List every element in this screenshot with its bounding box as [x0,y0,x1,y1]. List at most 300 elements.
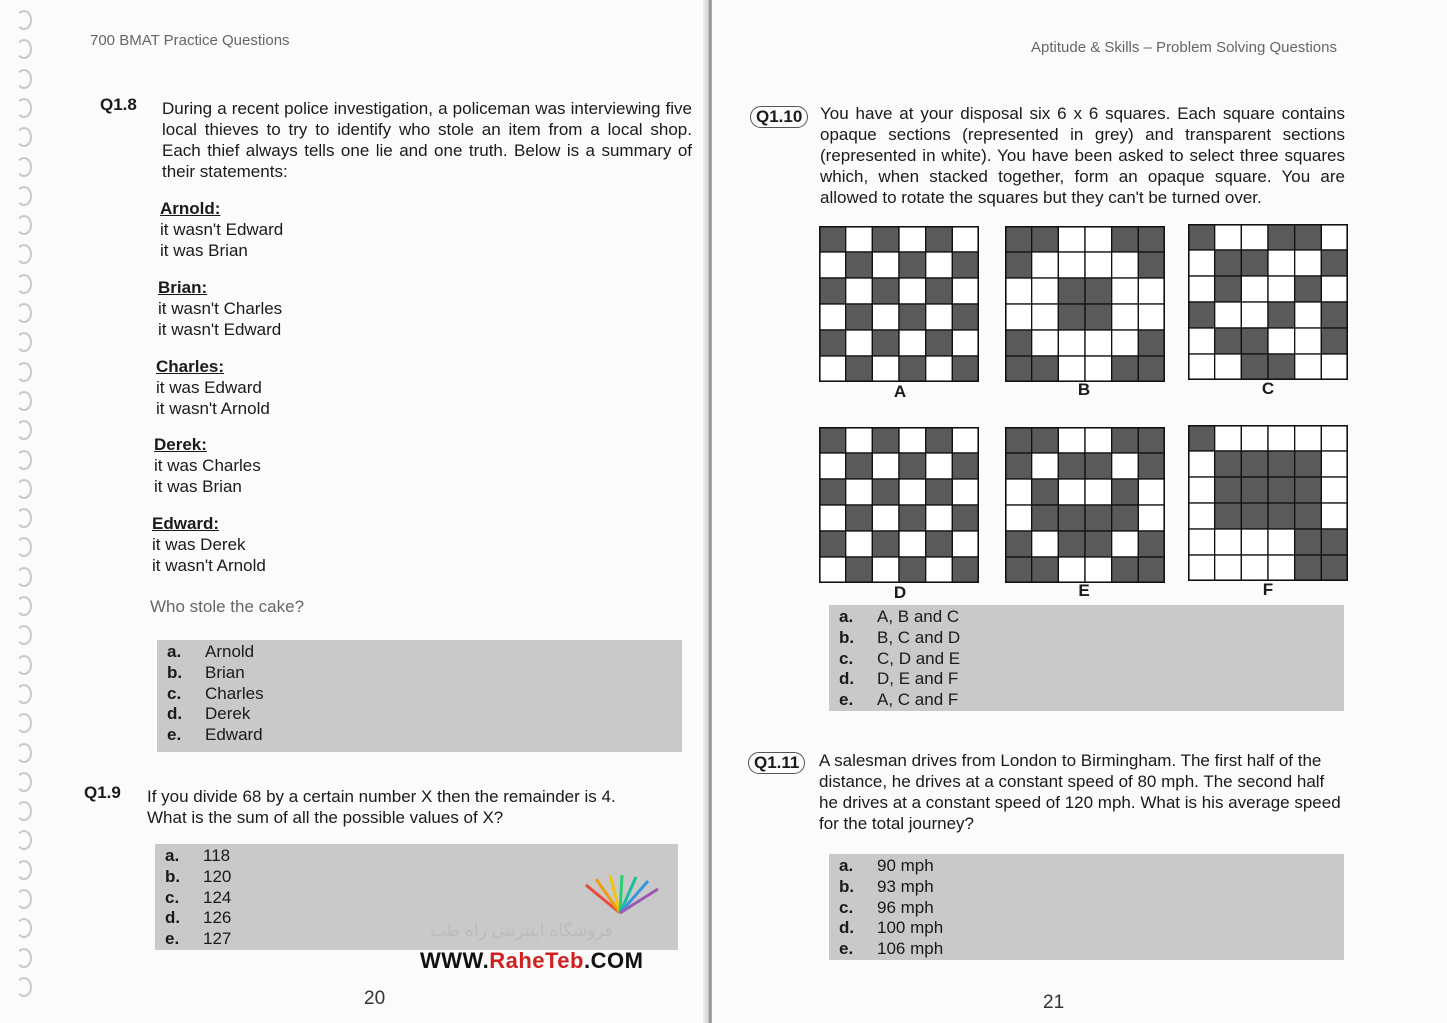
right-running-header: Aptitude & Skills – Problem Solving Questions [1031,39,1337,56]
grid-cell [1112,453,1139,479]
grid-cell [899,330,926,356]
q1-10-options [829,605,1344,711]
option-text: C, D and E [877,648,961,668]
grid-cell [1138,330,1165,356]
grid-cell [819,427,846,453]
q1-11-option-d[interactable] [839,918,1334,939]
grid-cell [1268,451,1295,477]
grid-cell [819,226,846,252]
grid-cell [1085,557,1112,583]
grid-cell [926,252,953,278]
q1-8-option-c[interactable] [167,684,672,705]
grid-cell [1005,330,1032,356]
option-text: 93 mph [877,876,934,896]
spiral-ring [16,127,32,147]
grid-cell [1005,505,1032,531]
thief-statement: it was Edward [156,378,262,397]
grid-cell [1188,477,1215,503]
right-page [712,0,1447,1023]
grid-cell [1295,276,1322,302]
grid-cell [1112,479,1139,505]
grid-cell [926,505,953,531]
option-text: Arnold [205,642,255,661]
grid-cell [1188,555,1215,581]
grid-cell [899,226,926,252]
grid-cell [1188,354,1215,380]
grid-cell [846,479,873,505]
grid-cell [1321,250,1348,276]
grid-cell [872,479,899,505]
spiral-ring [16,537,32,557]
grid-cell [1058,304,1085,330]
grid-cell [846,356,873,382]
grid-cell [1005,427,1032,453]
option-letter: c. [167,683,182,703]
grid-cell [952,479,979,505]
option-letter: e. [167,725,182,745]
grid-cell [846,278,873,304]
spiral-binding [6,10,36,1010]
grid-cell [1241,425,1268,451]
q1-10-option-a[interactable] [839,607,1334,628]
thief-name: Derek: [154,435,207,454]
grid-label-b: B [1077,380,1091,399]
grid-cell [1005,252,1032,278]
thief-statement: it wasn't Arnold [156,399,270,418]
grid-cell [1268,477,1295,503]
q1-8-prompt: Who stole the cake? [150,597,305,616]
grid-cell [1295,224,1322,250]
grid-cell [846,557,873,583]
spiral-ring [16,948,32,968]
grid-cell [1112,427,1139,453]
option-text: A, C and F [877,690,959,710]
grid-cell [1058,531,1085,557]
grid-label-a: A [893,382,907,401]
option-letter: c. [165,887,180,907]
grid-cell [952,304,979,330]
grid-cell [952,505,979,531]
grid-cell [899,557,926,583]
grid-d [819,427,979,583]
spiral-ring [16,215,32,235]
grid-cell [1112,505,1139,531]
grid-cell [846,226,873,252]
grid-cell [1085,330,1112,356]
left-page-number: 20 [364,988,386,1009]
grid-cell [1085,531,1112,557]
option-letter: d. [839,918,855,938]
grid-cell [1058,557,1085,583]
grid-cell [1215,503,1242,529]
grid-cell [819,505,846,531]
option-letter: b. [167,662,183,682]
grid-cell [1058,226,1085,252]
thief-statement: it wasn't Arnold [152,556,266,575]
option-letter: c. [839,897,854,917]
grid-cell [1321,425,1348,451]
thief-statement: it wasn't Edward [158,320,282,339]
q1-10-option-b[interactable] [839,628,1334,649]
grid-cell [1268,555,1295,581]
grid-cell [1241,555,1268,581]
grid-cell [1215,276,1242,302]
option-letter: b. [165,866,181,886]
grid-cell [952,278,979,304]
left-running-header: 700 BMAT Practice Questions [90,32,290,49]
grid-label-c: C [1261,379,1275,398]
option-letter: e. [165,929,180,949]
grid-cell [899,479,926,505]
thief-name: Arnold: [160,199,221,218]
grid-label-e: E [1078,581,1090,600]
grid-cell [1321,555,1348,581]
spiral-ring [16,889,32,909]
grid-cell [1005,356,1032,382]
grid-cell [1112,557,1139,583]
grid-cell [952,453,979,479]
grid-cell [1321,302,1348,328]
grid-cell [846,304,873,330]
grid-cell [1085,252,1112,278]
grid-cell [1138,531,1165,557]
grid-cell [1058,479,1085,505]
grid-cell [1188,328,1215,354]
spiral-ring [16,860,32,880]
grid-cell [1295,503,1322,529]
grid-cell [1241,328,1268,354]
option-text: 124 [203,887,232,907]
grid-cell [1032,330,1059,356]
grid-cell [1032,278,1059,304]
q1-11-option-c[interactable] [839,898,1334,919]
grid-cell [1321,224,1348,250]
spiral-ring [16,332,32,352]
grid-cell [1005,226,1032,252]
grid-cell [1321,451,1348,477]
grid-cell [1112,304,1139,330]
q1-10-option-c[interactable] [839,649,1334,670]
spiral-ring [16,801,32,821]
grid-cell [1032,453,1059,479]
grid-cell [872,252,899,278]
grid-cell [952,330,979,356]
grid-cell [846,330,873,356]
spiral-ring [16,918,32,938]
grid-cell [1215,477,1242,503]
grid-cell [1188,276,1215,302]
grid-cell [899,531,926,557]
grid-cell [1268,224,1295,250]
grid-cell [926,304,953,330]
grid-cell [1138,427,1165,453]
grid-cell [1321,276,1348,302]
thief-statement: it was Derek [152,535,246,554]
grid-cell [1138,557,1165,583]
grid-cell [899,278,926,304]
q1-11-number: Q1.11 [748,752,805,774]
grid-cell [1241,529,1268,555]
option-text: A, B and C [877,607,960,626]
grid-cell [1321,503,1348,529]
grid-cell [926,330,953,356]
grid-cell [1112,531,1139,557]
grid-cell [846,453,873,479]
grid-cell [1005,304,1032,330]
spiral-ring [16,830,32,850]
q1-8-option-d[interactable] [167,704,672,725]
grid-cell [926,278,953,304]
q1-8-option-e[interactable] [167,725,672,746]
grid-cell [926,479,953,505]
grid-cell [1295,451,1322,477]
grid-cell [1215,250,1242,276]
grid-cell [1241,224,1268,250]
grid-cell [872,453,899,479]
spiral-ring [16,479,32,499]
spiral-ring [16,772,32,792]
option-letter: e. [839,939,854,959]
option-letter: a. [839,856,854,875]
grid-cell [1295,302,1322,328]
option-letter: d. [165,908,181,928]
grid-cell [1032,304,1059,330]
watermark-url[interactable] [420,948,643,974]
grid-cell [1268,354,1295,380]
spiral-ring [16,713,32,733]
grid-cell [1085,226,1112,252]
option-letter: b. [839,876,855,896]
q1-9-number: Q1.9 [84,783,121,802]
thief-name: Brian: [158,278,208,297]
thief-charles [156,356,270,419]
q1-8-options [157,640,682,752]
grid-cell [899,304,926,330]
spiral-ring [16,450,32,470]
grid-cell [872,557,899,583]
grid-cell [926,226,953,252]
grid-cell [926,453,953,479]
grid-cell [1112,226,1139,252]
grid-cell [952,356,979,382]
grid-cell [1241,354,1268,380]
url-suffix: .COM [583,948,644,973]
grid-cell [872,505,899,531]
option-text: D, E and F [877,669,959,689]
grid-cell [1058,252,1085,278]
q1-8-option-a[interactable] [167,642,672,663]
grid-cell [1268,328,1295,354]
grid-cell [1085,356,1112,382]
url-brand: RaheTeb [489,948,584,973]
q1-8-text: During a recent police investigation, a policeman was interviewing five local thieves to try to identify who stole an item from a local shop. Each thief always tells one lie and one truth. Below is a summary of their statements: [162,99,692,181]
option-text: 118 [203,846,231,865]
grid-cell [1138,356,1165,382]
option-letter: a. [165,846,180,865]
spiral-ring [16,655,32,675]
grid-cell [1321,354,1348,380]
grid-c [1188,224,1348,380]
q1-10-option-e[interactable] [839,690,1334,711]
grid-cell [819,479,846,505]
grid-cell [899,252,926,278]
grid-cell [1058,427,1085,453]
grid-cell [1058,356,1085,382]
option-letter: e. [839,690,854,710]
grid-cell [899,427,926,453]
q1-9-option-a[interactable] [165,846,668,867]
grid-cell [1138,479,1165,505]
grid-cell [1112,330,1139,356]
grid-cell [952,531,979,557]
grid-cell [872,304,899,330]
option-text: Derek [205,704,251,724]
option-text: Charles [205,683,264,703]
q1-10-text: You have at your disposal six 6 x 6 squares. Each square contains opaque sections (represented in grey) and transparent sections (represented in white). You have been asked to select three squares which, when stacked together, form an opaque square. You are allowed to rotate the squares but they can't be turned over. [820,104,1345,207]
q1-9-text: If you divide 68 by a certain number X then the remainder is 4. What is the sum of all the possible values of X? [147,787,616,827]
thief-statement: it was Brian [154,477,242,496]
option-text: 90 mph [877,856,934,875]
grid-cell [1085,278,1112,304]
grid-cell [1241,477,1268,503]
grid-cell [1241,250,1268,276]
spiral-ring [16,508,32,528]
spiral-ring [16,567,32,587]
grid-cell [1295,529,1322,555]
thief-statement: it was Brian [160,241,248,260]
grid-cell [846,427,873,453]
spiral-ring [16,98,32,118]
grid-cell [952,427,979,453]
spiral-ring [16,69,32,89]
grid-cell [1005,479,1032,505]
grid-cell [1138,252,1165,278]
spiral-ring [16,596,32,616]
thief-name: Charles: [156,357,225,376]
grid-cell [819,330,846,356]
grid-cell [1268,250,1295,276]
grid-cell [1215,224,1242,250]
thief-name: Edward: [152,514,220,533]
option-letter: a. [839,607,854,626]
grid-cell [1058,278,1085,304]
grid-cell [1295,425,1322,451]
option-text: 96 mph [877,897,934,917]
thief-edward [152,513,266,576]
grid-cell [1295,250,1322,276]
option-letter: a. [167,642,182,661]
grid-cell [846,531,873,557]
grid-cell [1268,276,1295,302]
grid-cell [1138,453,1165,479]
grid-cell [1188,425,1215,451]
q1-11-text: A salesman drives from London to Birmingham. The first half of the distance, he drives at a constant speed of 80 mph. The second half he drives at a constant speed of 120 mph. What is his average speed for the total journey? [819,751,1341,833]
option-text: Edward [205,725,263,745]
grid-cell [1085,479,1112,505]
grid-cell [1215,425,1242,451]
grid-cell [872,330,899,356]
spiral-ring [16,157,32,177]
option-text: 126 [203,908,232,928]
q1-10-option-d[interactable] [839,669,1334,690]
grid-cell [1085,505,1112,531]
spiral-ring [16,362,32,382]
grid-label-d: D [893,583,907,602]
grid-cell [1058,453,1085,479]
grid-cell [872,278,899,304]
option-letter: c. [839,648,854,668]
spiral-ring [16,244,32,264]
grid-cell [1058,505,1085,531]
grid-cell [1241,451,1268,477]
grid-cell [819,453,846,479]
thief-statement: it was Charles [154,456,261,475]
thief-arnold [160,198,283,261]
grid-cell [1188,224,1215,250]
grid-cell [952,557,979,583]
spiral-ring [16,684,32,704]
grid-cell [1215,328,1242,354]
grid-cell [1188,503,1215,529]
q1-11-option-a[interactable] [839,856,1334,877]
grid-cell [1295,555,1322,581]
grid-cell [819,278,846,304]
grid-cell [1295,328,1322,354]
grid-cell [1032,505,1059,531]
grid-cell [846,252,873,278]
grid-cell [1321,529,1348,555]
grid-cell [1215,529,1242,555]
grid-cell [1241,276,1268,302]
q1-8-option-b[interactable] [167,663,672,684]
grid-cell [952,252,979,278]
spiral-ring [16,625,32,645]
grid-cell [1295,477,1322,503]
q1-8-number: Q1.8 [100,95,137,114]
grid-cell [1138,278,1165,304]
thief-statement: it wasn't Edward [160,220,284,239]
grid-cell [819,304,846,330]
grid-cell [846,505,873,531]
grid-cell [1032,427,1059,453]
grid-cell [1032,226,1059,252]
grid-cell [1268,302,1295,328]
grid-cell [1241,302,1268,328]
grid-a [819,226,979,382]
right-page-number: 21 [1043,992,1065,1013]
grid-cell [1005,278,1032,304]
option-text: 106 mph [877,939,944,959]
grid-cell [899,356,926,382]
q1-11-option-e[interactable] [839,939,1334,960]
grid-cell [819,531,846,557]
option-letter: b. [839,627,855,647]
left-page [0,0,712,1023]
spiral-ring [16,391,32,411]
grid-cell [1032,531,1059,557]
spiral-ring [16,743,32,763]
grid-cell [1032,479,1059,505]
q1-11-option-b[interactable] [839,877,1334,898]
grid-cell [819,252,846,278]
grid-cell [1112,252,1139,278]
thief-brian [158,277,282,340]
grid-cell [1321,328,1348,354]
url-prefix: WWW. [420,948,490,973]
option-text: Brian [205,662,245,682]
grid-f [1188,425,1348,581]
grid-cell [1085,304,1112,330]
